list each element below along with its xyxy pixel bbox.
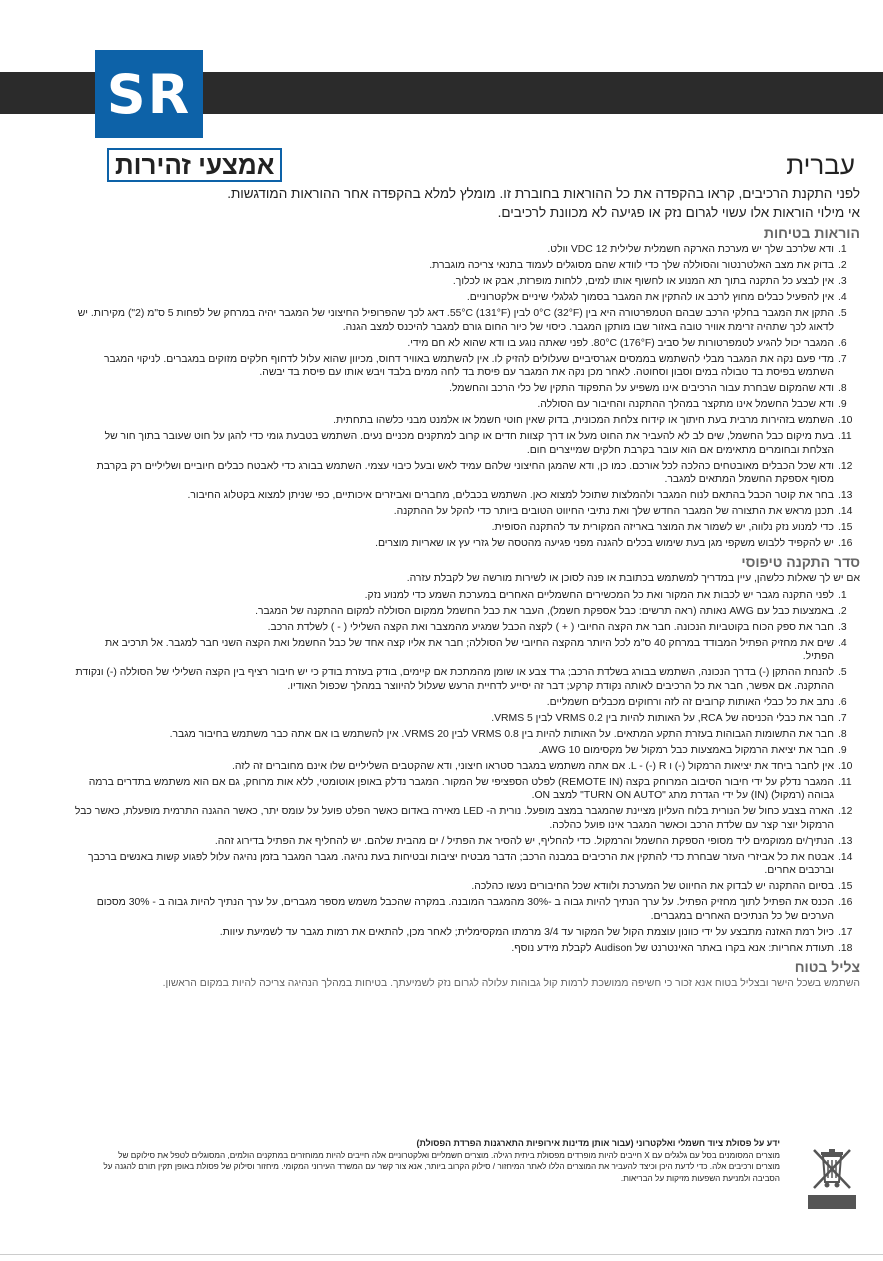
install-item-text: אין לחבר ביחד את יציאות הרמקול (-) ו L - (-) R. אם אתה משתמש במגבר סטראו חיצוני, ודא שהקטבים השליליים שלו אינם מחוברים זה לזה. — [232, 760, 834, 772]
install-item — [74, 776, 860, 803]
install-item-number: 17. — [838, 926, 853, 938]
intro-line-2: אי מילוי הוראות אלו עשוי לגרום נזק או פגיעה לא מכוונת לרכיבים. — [497, 205, 860, 220]
safety-item — [74, 521, 860, 535]
safety-item — [74, 307, 860, 334]
install-item — [74, 589, 860, 603]
safety-item-text: בדוק את מצב האלטרנטור והסוללה שלך כדי לוודא שהם מסוגלים לעמוד בתנאי צריכה מוגברת. — [429, 260, 834, 271]
safety-item-number: 12. — [838, 460, 853, 472]
safety-heading: הוראות בטיחות — [763, 225, 860, 241]
safety-item — [74, 243, 860, 257]
install-item-number: 12. — [838, 806, 853, 817]
install-item-number: 4. — [838, 637, 847, 649]
install-item-text: תעודת אחריות: אנא בקרו באתר האינטרנט של Audison לקבלת מידע נוסף. — [511, 942, 834, 954]
safety-item — [74, 430, 860, 457]
install-item-text: הנתיך/ים ממוקמים ליד מסופי הספקת החשמל והרמקול. כדי להחליף, יש להסיר את הפתיל / ים מהבית שלהם. יש להחליף את הפתיל בדירוג זהה. — [214, 835, 834, 847]
install-item-number: 5. — [838, 667, 847, 678]
safety-item — [74, 275, 860, 289]
install-item — [74, 712, 860, 726]
install-item-text: אבטח את כל אביזרי העזר שבחרת כדי להתקין את הרכיבים במבנה הרכב; הדבר מבטיח יציבות ובטיחות בעת נהיגה. מגבר המגבר בזמן נהיגה עלול לפגוע קשות באנשים ברכבך וברכבים אחרים. — [88, 851, 834, 876]
install-item — [74, 666, 860, 693]
install-item-number: 1. — [838, 589, 847, 601]
safety-item-text: ודא שכבל החשמל אינו מתקצר במהלך ההתקנה והחיבור עם הסוללה. — [537, 399, 834, 410]
safety-item-text: ודא שלרכב שלך יש מערכת הארקה חשמלית שלילית VDC 12 וולט. — [547, 244, 834, 255]
install-item-text: חבר את התשומות הגבוהות בעזרת התקע המתאים. על האותות להיות בין VRMS 0.8 לבין VRMS 20. אין להשתמש בו אם אתה כבר משתמש בחיבור מגבר. — [169, 728, 834, 740]
safety-item-text: התקן את המגבר בחלקי הרכב שבהם הטמפרטורה היא בין 0°C (32°F) לבין 55°C (131°F). דאג לכך שהפרופיל החיצוני של המגבר יהיה במרחק של לפחות 5 ס"מ (2") מקירות. יש לדאוג לכך שתהיה זרימת אוויר טובה באזור שבו מותקן המגבר. כיסוי של כיור החום גורם למגבר להיכנס למצב הגנה. — [77, 308, 834, 333]
safety-item-number: 4. — [838, 292, 847, 303]
install-item-text: בסיום ההתקנה יש לבדוק את החיווט של המערכת ולוודא שכל החיבורים נעשו כהלכה. — [471, 881, 834, 892]
weee-notice — [100, 1138, 780, 1184]
install-item-number: 6. — [838, 696, 847, 708]
install-item-number: 8. — [838, 728, 847, 740]
page-bottom-line — [0, 1254, 883, 1255]
weee-title: ידע על פסולת ציוד חשמלי ואלקטרוני (עבור אותן מדינות אירופיות התארגנות הפרדת הפסולת) — [416, 1138, 780, 1148]
main-content — [60, 184, 860, 990]
safety-item-number: 13. — [838, 490, 853, 501]
crossed-out-wheelie-bin-icon — [808, 1146, 856, 1190]
safety-item — [74, 505, 860, 519]
safety-item — [74, 353, 860, 380]
safety-item-text: תכנן מראש את התצורה של המגבר החדש שלך ואת נתיבי החיווט הטובים ביותר כדי להקל על ההתקנה. — [393, 506, 834, 517]
install-item — [74, 605, 860, 619]
safety-item-text: יש להקפיד ללבוש משקפי מגן בעת שימוש בכלים להגנה מפני פגיעה מהטסה של גזרי עץ או שאריות מוצרים. — [375, 538, 834, 549]
safety-item-number: 3. — [838, 276, 847, 287]
safety-item — [74, 259, 860, 273]
install-item-text: שים את מחזיק הפתיל המבודד במרחק 40 ס"מ לכל היותר מהקצה החיובי של הסוללה; חבר את אליו קצה אחד של כבל החשמל ואת הקצה השני חבר למגבר. אל תרכיב את הפתיל. — [104, 637, 834, 662]
safety-item — [74, 337, 860, 351]
install-item — [74, 744, 860, 758]
install-item — [74, 835, 860, 849]
install-item — [74, 637, 860, 664]
install-item-number: 15. — [838, 881, 853, 892]
install-item-number: 7. — [838, 712, 847, 724]
safety-item — [74, 460, 860, 487]
safety-item-text: כדי למנוע נזק נלווה, יש לשמור את המוצר באריזה המקורית עד להתקנה הסופית. — [491, 522, 834, 533]
safe-sound-text: השתמש בשכל הישר ובצליל בטוח אנא זכור כי חשיפה ממושכת לרמות קול גבוהות עלולה לגרום נזק לשמיעתך. בטיחות במהלך הנהיגה צריכה להיות במקום הראשון. — [162, 977, 860, 989]
install-item — [74, 851, 860, 878]
install-item — [74, 805, 860, 832]
intro-line-1: לפני התקנת הרכיבים, קראו בהקפדה את כל ההוראות בחוברת זו. מומלץ למלא בהקפדה אחר ההוראות המודגשות. — [227, 186, 860, 201]
safety-item — [74, 382, 860, 396]
safety-list — [60, 243, 860, 551]
install-item-number: 11. — [838, 776, 852, 788]
install-item-text: המגבר נדלק על ידי חיבור הסיבוב המרוחק בקצה (REMOTE IN) לפלט הספציפי של המקור. המגבר נדלק באופן אוטומטי, ללא אות מרוחק, גם אם הוא משתמש בתדרים ברמה גבוהה (רמקול) (IN) על ידי הגדרת מתג "TURN ON AUTO" למצב ON. — [88, 776, 834, 801]
install-item-number: 10. — [838, 760, 853, 772]
install-item — [74, 696, 860, 710]
weee-text: מוצרים המסומנים בסל עם גלגלים עם X חייבים להיות מופרדים מפסולת ביתית רגילה. מוצרים חשמליים ואלקטרוניים אלה חייבים להיות ממוחזרים במתקנים הולמים, המסוגלים לטפל את סילוקם של מוצרים ורכיבים אלה. כדי לדעת היכן וכיצד להעביר את המוצרים הללו לאתר המיחזור / סילוק הקרוב ביותר, אנא צור קשר עם המשרד העירוני המקומי. מיחזור וסילוק של פסולת באופן תקין תורם להגנה על הסביבה ולמניעת השפעות מזיקות על הבריאות. — [103, 1150, 780, 1183]
install-item-text: הכנס את הפתיל לתוך מחזיק הפתיל. על ערך הנתיך להיות גבוה ב -30% מהמגבר המובנה. במקרה שהכבל משמש מספר מגברים, על ערך הנתיך להיות גבוה ב - 30% מסכום הערכים של כל הנתיכים האחרים במגברים. — [96, 897, 834, 922]
safety-item-number: 10. — [838, 415, 853, 426]
install-item-text: כיול רמת האזנה מתבצע על ידי כוונון עוצמת הקול של המקור עד 3/4 מרמתו המקסימלית; לאחר מכן, להתאים את רמות מגבר עד לשמיעת עיוות. — [219, 926, 834, 938]
install-item-text: נתב את כל כבלי האותות קרובים זה לזה ורחוקים מכבלים חשמליים. — [546, 696, 834, 708]
install-item-number: 9. — [838, 744, 847, 756]
install-item — [74, 880, 860, 894]
install-item-text: באמצעות כבל עם AWG נאותה (ראה תרשים: כבל אספקת חשמל), העבר את כבל החשמל ממקום הסוללה למקום ההתקנה של המגבר. — [255, 605, 834, 617]
install-item — [74, 896, 860, 923]
install-item-number: 13. — [838, 835, 853, 847]
safety-item-text: אין להפעיל כבלים מחוץ לרכב או להתקין את המגבר בסמוך לגלגלי שיניים אלקטרוניים. — [466, 292, 834, 303]
safety-item-number: 8. — [838, 383, 847, 394]
safety-item — [74, 398, 860, 412]
safety-item-text: מדי פעם נקה את המגבר מבלי להשתמש בממסים אגרסיביים שעלולים להזיק לו. אין להשתמש באוויר דחוס, מכיוון שהוא עלול לדחוף חלקים מזוקים במגברים. לניקוי המגבר השתמש בפיסת בד טבולה במים וסבון וסחוטה. לאחר מכן נקה את המגבר עם פיסת בד לחה ממים בלבד ויבש אותו עם פיסת בד יבשה. — [103, 353, 834, 378]
safety-item-number: 1. — [838, 244, 847, 255]
install-item — [74, 926, 860, 940]
install-item-number: 16. — [838, 897, 853, 908]
safety-item-number: 6. — [838, 337, 847, 349]
safety-item — [74, 489, 860, 503]
safety-item-number: 2. — [838, 260, 847, 271]
install-item-number: 3. — [838, 621, 847, 633]
safety-item-text: השתמש בזהירות מרבית בעת חיתוך או קידוח צלחת המכונית, בדוק שאין חוטי חשמל או אלמנט מבני כלשהו בתחתית. — [333, 415, 834, 426]
weee-bar — [808, 1195, 856, 1209]
safety-item-number: 15. — [838, 522, 853, 533]
install-item-number: 18. — [838, 942, 853, 954]
safety-item-text: ודא שכל הכבלים מאובטחים כהלכה לכל אורכם. כמו כן, ודא שהמגן החיצוני שלהם עמיד לאש ובעל כיבוי עצמי. השתמש בבורג כדי לאבטח כבלים חיוביים ושליליים רק בקרבת מסוף אספקת החשמל המתאים למגבר. — [96, 460, 834, 485]
safety-item-text: המגבר יכול להגיע לטמפרטורות של סביב 80°C (176°F). לפני שאתה נוגע בו ודא שהוא לא חם מידי. — [407, 337, 834, 349]
install-item-number: 14. — [838, 851, 853, 863]
safety-item-text: בעת מיקום כבל החשמל, שים לב לא להעביר את החוט מעל או דרך קצוות חדים או קרוב למתקנים מכניים נעים. השתמש בטבעת גומי כדי להגן על חוט שעובר בתוך חור של הצלחת ובחומרים מתאימים אם הוא עובר בקרבת חלקים שמייצרים חום. — [104, 431, 834, 456]
safety-item-text: ודא שהמקום שבחרת עבור הרכיבים אינו משפיע על התפקוד התקין של כלי הרכב והחשמל. — [449, 383, 834, 394]
safety-item-number: 14. — [838, 506, 853, 517]
safety-item-number: 11. — [838, 431, 852, 442]
install-item — [74, 728, 860, 742]
safety-item-number: 7. — [838, 353, 847, 365]
install-item — [74, 621, 860, 635]
safe-sound-heading: צליל בטוח — [794, 958, 860, 975]
install-heading: סדר התקנה טיפוסי — [741, 554, 860, 570]
language-title: עברית — [786, 150, 855, 180]
install-note: אם יש לך שאלות כלשהן, עיין במדריך למשתמש בכתובת או פנה לסוכן או לשירות מורשה של לקבלת עזרה. — [406, 573, 860, 584]
page-header — [95, 148, 855, 182]
install-item — [74, 942, 860, 956]
install-item — [74, 760, 860, 774]
install-item-text: חבר את כבלי הכניסה של RCA, על האותות להיות בין VRMS 0.2 לבין VRMS 5. — [491, 712, 834, 724]
install-item-text: חבר את ספק הכוח בקוטביות הנכונה. חבר את הקצה החיובי ( + ) לקצה הכבל שמגיע מהמצבר ואת הקצה השלילי ( - ) לשלדת הרכב. — [267, 621, 834, 633]
safety-item-number: 9. — [838, 399, 847, 410]
brand-logo: SR — [95, 50, 203, 138]
install-item-text: הארה בצבע כחול של הנורית בלוח העליון מציינת שהמגבר במצב מופעל. נורית ה- LED מאירה באדום כאשר הפלט פועל על עומס יתר, כאשר ההגנה התרמית מופעלת, כאשר כבל הרמקול יוצר קצר עם שלדת הרכב וכאשר המגבר אינו פועל כהלכה. — [74, 806, 834, 831]
safety-item — [74, 537, 860, 551]
safety-item — [74, 291, 860, 305]
safety-item-text: אין לבצע כל התקנה בתוך תא המנוע או לחשוף אותו למים, ללחות מופרזת, אבק או לכלוך. — [452, 276, 834, 287]
safety-item-number: 16. — [838, 538, 853, 549]
install-list — [60, 589, 860, 956]
install-item-text: חבר את יציאת הרמקול באמצעות כבל רמקול של מקסימום AWG 10. — [538, 744, 834, 756]
safety-item — [74, 414, 860, 428]
install-item-number: 2. — [838, 605, 847, 617]
safety-precautions-title: אמצעי זהירות — [107, 148, 282, 182]
safety-item-number: 5. — [838, 308, 847, 319]
install-item-text: לפני התקנה מגבר יש לכבות את המקור ואת כל המכשירים החשמליים האחרים במערכת השמע כדי למנוע נזק. — [364, 589, 834, 601]
install-item-text: להנחת ההתקן (-) בדרך הנכונה, השתמש בבורג בשלדת הרכב; גרד צבע או שומן מהמתכת אם קיימים, בודק בעזרת בודק כי יש חיבור רציף בין הקצה השלילי של הסוללה (-) ונקודת ההתקנה. אם אפשר, חבר את כל הרכיבים לאותה נקודת קרקע; דבר זה יסייע לדחיית הרעש שעלול להיווצר במהלך שכפול האודיו. — [75, 667, 834, 692]
safety-item-text: בחר את קוטר הכבל בהתאם לנוח המגבר ולהמלצות שתוכל למצוא כאן. השתמש בכבלים, מחברים ואביזרים איכותיים, כפי שניתן למצוא בקטלוג החיבור. — [187, 490, 834, 501]
